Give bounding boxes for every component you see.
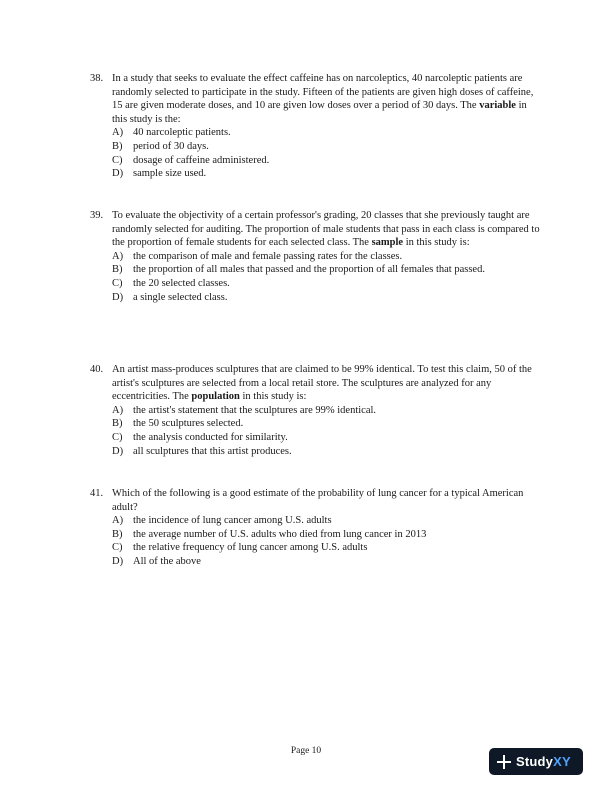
option-c [90,154,540,168]
option-a [90,404,540,418]
option-text: the relative frequency of lung cancer among U.S. adults [133,542,368,554]
option-text: the comparison of male and female passing rates for the classes. [133,250,403,262]
option-a [90,126,540,140]
brand-name [516,754,571,769]
option-a [90,250,540,264]
option-letter: C) [112,431,123,443]
option-letter: D) [112,445,124,457]
option-d [90,291,540,305]
option-letter: A) [112,404,124,416]
option-text: the analysis conducted for similarity. [133,431,288,443]
answer-options [90,404,540,458]
option-letter: A) [112,250,124,262]
option-c [90,541,540,555]
option-letter: B) [112,418,123,430]
question-stem [90,72,540,126]
question-number: 40. [90,364,104,375]
option-d [90,167,540,181]
option-letter: D) [112,291,124,303]
option-text: the 20 selected classes. [133,277,230,289]
studyxy-logo-badge[interactable] [489,748,583,775]
option-text: a single selected class. [133,291,228,303]
option-text: all sculptures that this artist produces. [133,445,292,457]
option-letter: A) [112,127,124,139]
option-c [90,431,540,445]
option-letter: C) [112,277,123,289]
option-b [90,417,540,431]
question-number: 41. [90,488,104,499]
option-text: sample size used. [133,168,207,180]
question-stem [90,363,540,404]
option-letter: D) [112,555,124,567]
option-text: dosage of caffeine administered. [133,154,270,166]
stem-text: To evaluate the objectivity of a certain professor's grading, 20 classes that she previously taught are randomly selected for auditing. The proportion of male students that pass in each class is compared to the proportion of female students for each selected class. The [112,210,540,249]
option-d [90,555,540,569]
stem-text: Which of the following is a good estimate of the probability of lung cancer for a typical American adult? [112,488,524,513]
option-text: the 50 sculptures selected. [133,418,244,430]
option-b [90,528,540,542]
stem-text: An artist mass-produces sculptures that are claimed to be 99% identical. To test this claim, 50 of the artist's sculptures are selected from a local retail store. The sculptures are analyzed for any eccentricities. The [112,364,532,403]
stem-text-end: in this study is: [239,391,307,403]
stem-text-end: in this study is the: [112,100,527,125]
answer-options [90,514,540,568]
option-letter: A) [112,515,124,527]
question-number: 38. [90,73,104,84]
question-stem [90,487,540,514]
option-a [90,514,540,528]
option-text: 40 narcoleptic patients. [133,127,231,139]
stem-text-end: in this study is: [403,237,470,249]
option-d [90,445,540,459]
option-c [90,277,540,291]
option-text: All of the above [133,555,201,567]
option-text: the average number of U.S. adults who died from lung cancer in 2013 [133,528,427,540]
question-stem [90,209,540,250]
option-b [90,263,540,277]
stem-keyword: variable [479,100,516,112]
question-41 [90,487,540,569]
option-text: period of 30 days. [133,140,209,152]
question-39 [90,209,540,304]
option-text: the incidence of lung cancer among U.S. adults [133,515,332,527]
plus-icon [497,755,511,769]
option-text: the proportion of all males that passed and the proportion of all females that passed. [133,264,485,276]
stem-text: In a study that seeks to evaluate the effect caffeine has on narcoleptics, 40 narcoleptic patients are randomly selected to participate in the study. Fifteen of the patients are given high doses of caffeine, 15 are given moderate doses, and 10 are given low doses over a period of 30 days. The [112,73,534,112]
option-letter: B) [112,140,123,152]
question-40 [90,363,540,458]
answer-options [90,126,540,180]
brand-name-part1: Study [516,754,554,769]
option-letter: B) [112,528,123,540]
question-number: 39. [90,210,104,221]
question-38 [90,72,540,181]
option-letter: D) [112,168,124,180]
brand-name-part2: XY [553,754,571,769]
answer-options [90,250,540,304]
option-letter: B) [112,264,123,276]
option-letter: C) [112,154,123,166]
stem-keyword: population [191,391,240,403]
page-number: Page 10 [290,746,322,756]
option-b [90,140,540,154]
stem-keyword: sample [371,237,404,249]
option-text: the artist's statement that the sculptures are 99% identical. [133,404,377,416]
option-letter: C) [112,542,123,554]
